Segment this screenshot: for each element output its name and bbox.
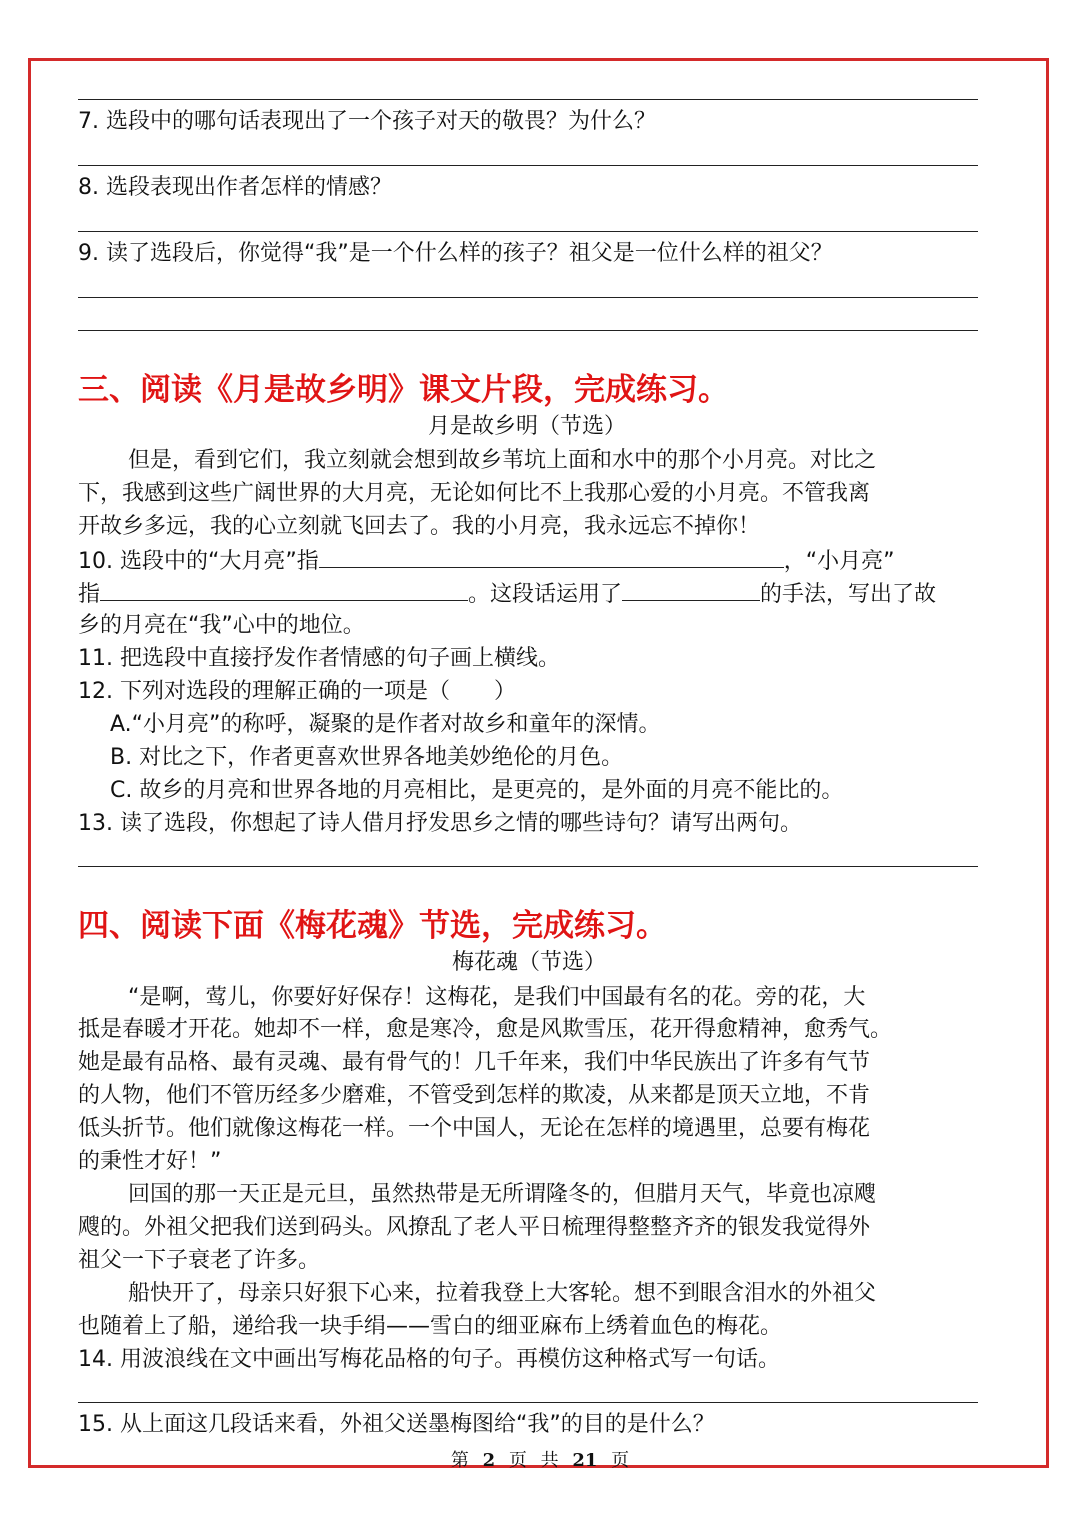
- passage-line: 船快开了，母亲只好狠下心来，拉着我登上大客轮。想不到眼含泪水的外祖父: [128, 1281, 877, 1306]
- page-number: 2: [482, 1450, 496, 1471]
- passage-line: 但是，看到它们，我立刻就会想到故乡苇坑上面和水中的那个小月亮。对比之: [128, 448, 877, 473]
- section-3-heading: 三、阅读《月是故乡明》课文片段，完成练习。: [78, 372, 729, 408]
- answer-line: [78, 297, 978, 298]
- page-footer: [0, 1446, 1080, 1472]
- passage-line: 的人物，他们不管历经多少磨难，不管受到怎样的欺凌，从来都是顶天立地，不肯: [78, 1083, 871, 1108]
- answer-line: [78, 866, 978, 867]
- q10-method: 的手法，写出了故: [760, 582, 937, 607]
- passage-line: 抵是春暖才开花。她却不一样，愈是寒冷，愈是风欺雪压，花开得愈精神，愈秀气。: [78, 1017, 893, 1042]
- question-11: 11. 把选段中直接抒发作者情感的句子画上横线。: [78, 646, 560, 671]
- passage-line: 她是最有品格、最有灵魂、最有骨气的！几千年来，我们中华民族出了许多有气节: [78, 1050, 871, 1075]
- question-12: 12. 下列对选段的理解正确的一项是（ ）: [78, 679, 516, 704]
- question-13: 13. 读了选段，你想起了诗人借月抒发思乡之情的哪些诗句？请写出两句。: [78, 811, 802, 836]
- passage-line: 的秉性才好！”: [78, 1149, 222, 1174]
- fill-blank[interactable]: [100, 578, 468, 601]
- footer-ye: 页: [611, 1450, 630, 1471]
- footer-ye: 页: [508, 1450, 527, 1471]
- question-9: 9. 读了选段后，你觉得“我”是一个什么样的孩子？祖父是一位什么样的祖父？: [78, 241, 833, 266]
- question-14: 14. 用波浪线在文中画出写梅花品格的句子。再模仿这种格式写一句话。: [78, 1347, 780, 1372]
- fill-blank[interactable]: [622, 578, 760, 601]
- passage-line: 祖父一下子衰老了许多。: [78, 1248, 321, 1273]
- answer-line: [78, 330, 978, 331]
- passage-title: 梅花魂（节选）: [452, 950, 607, 975]
- section-4-heading: 四、阅读下面《梅花魂》节选，完成练习。: [78, 908, 667, 944]
- fill-blank[interactable]: [319, 545, 784, 568]
- answer-line: [78, 231, 978, 232]
- question-8: 8. 选段表现出作者怎样的情感？: [78, 175, 392, 200]
- question-10-line-2: [78, 578, 936, 610]
- answer-line: [78, 1402, 978, 1403]
- passage-line: “是啊，莺儿，你要好好保存！这梅花，是我们中国最有名的花。旁的花，大: [128, 985, 866, 1010]
- q10-used: 。这段话运用了: [468, 582, 623, 607]
- q10-prefix: 10. 选段中的“大月亮”指: [78, 549, 319, 574]
- footer-di: 第: [450, 1450, 469, 1471]
- q10-mid: ，“小月亮”: [783, 549, 895, 574]
- passage-line: 下，我感到这些广阔世界的大月亮，无论如何比不上我那心爱的小月亮。不管我离: [78, 481, 871, 506]
- passage-line: 低头折节。他们就像这梅花一样。一个中国人，无论在怎样的境遇里，总要有梅花: [78, 1116, 871, 1141]
- option-c: C. 故乡的月亮和世界各地的月亮相比，是更亮的，是外面的月亮不能比的。: [110, 778, 844, 803]
- passage-line: 飕的。外祖父把我们送到码头。风撩乱了老人平日梳理得整整齐齐的银发我觉得外: [78, 1215, 871, 1240]
- option-a: A.“小月亮”的称呼，凝聚的是作者对故乡和童年的深情。: [110, 712, 661, 737]
- option-b: B. 对比之下，作者更喜欢世界各地美妙绝伦的月色。: [110, 745, 624, 770]
- q10-zhi: 指: [78, 582, 101, 607]
- answer-line: [78, 99, 978, 100]
- passage-line: 开故乡多远，我的心立刻就飞回去了。我的小月亮，我永远忘不掉你！: [78, 514, 761, 539]
- question-10-line-1: [78, 545, 895, 577]
- question-10-line-3: 乡的月亮在“我”心中的地位。: [78, 613, 365, 638]
- footer-gong: 共: [540, 1450, 559, 1471]
- passage-title: 月是故乡明（节选）: [428, 414, 627, 439]
- question-7: 7. 选段中的哪句话表现出了一个孩子对天的敬畏？为什么？: [78, 109, 656, 134]
- question-15: 15. 从上面这几段话来看，外祖父送墨梅图给“我”的目的是什么？: [78, 1412, 715, 1437]
- passage-line: 也随着上了船，递给我一块手绢——雪白的细亚麻布上绣着血色的梅花。: [78, 1314, 783, 1339]
- answer-line: [78, 165, 978, 166]
- passage-line: 回国的那一天正是元旦，虽然热带是无所谓隆冬的，但腊月天气，毕竟也凉飕: [128, 1182, 877, 1207]
- total-pages: 21: [572, 1450, 598, 1471]
